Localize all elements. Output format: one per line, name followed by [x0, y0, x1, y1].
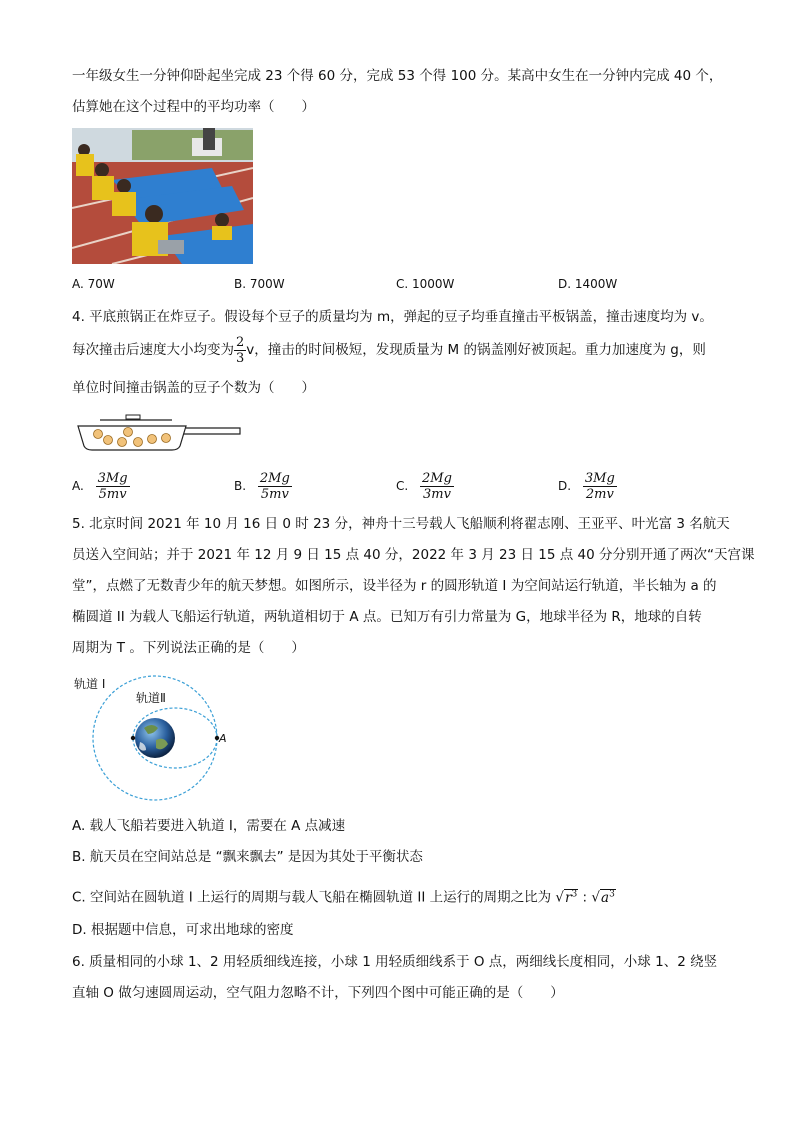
q5-option-c-sqrt-a: $√a^3$: [591, 889, 615, 906]
q5-stem-line5: 周期为 T 。下列说法正确的是（ ）: [72, 640, 305, 656]
q5-option-c[interactable]: [72, 882, 616, 910]
q5-option-c-sqrt-r: $√r^3$: [555, 889, 578, 906]
q4-option-b-num: 2Mg: [259, 471, 290, 486]
q3-option-a[interactable]: A. 70W: [72, 277, 115, 291]
q5-stem-line2: 员送入空间站；并于 2021 年 12 月 9 日 15 点 40 分，2022 年 3 月 23 日 15 点 40 分分别开通了两次“天宫课: [72, 547, 755, 563]
q5-option-a[interactable]: A. 载人飞船若要进入轨道 I，需要在 A 点减速: [72, 818, 346, 834]
q4-option-d[interactable]: [558, 468, 617, 504]
q4-fraction-two-thirds: [234, 335, 246, 366]
q4-stem-line2: [72, 334, 706, 366]
q5-option-b[interactable]: B. 航天员在空间站总是 “飘来飘去” 是因为其处于平衡状态: [72, 849, 423, 865]
frying-pan-figure: [74, 412, 244, 456]
q4-stem-line2-suffix: v，撞击的时间极短，发现质量为 M 的锅盖刚好被顶起。重力加速度为 g，则: [246, 342, 706, 358]
q3-option-b[interactable]: B. 700W: [234, 277, 285, 291]
q4-option-a-den: 5mv: [98, 487, 127, 502]
q5-option-c-a-exp: 3: [609, 889, 615, 899]
q5-stem-line4: 椭圆道 II 为载人飞船运行轨道，两轨道相切于 A 点。已知万有引力常量为 G，地球半径为 R，地球的自转: [72, 609, 702, 625]
q3-option-c[interactable]: C. 1000W: [396, 277, 455, 291]
q5-stem-line3: 堂”，点燃了无数青少年的航天梦想。如图所示，设半径为 r 的圆形轨道 I 为空间站运行轨道，半长轴为 a 的: [72, 578, 717, 594]
q4-option-b-label: B.: [234, 479, 247, 493]
q4-option-c-label: C.: [396, 479, 409, 493]
q4-stem-line1: 4. 平底煎锅正在炸豆子。假设每个豆子的质量均为 m，弹起的豆子均垂直撞击平板锅盖，撞击速度均为 v。: [72, 309, 713, 325]
orbit-diagram: [72, 672, 242, 812]
q5-stem-line1: 5. 北京时间 2021 年 10 月 16 日 0 时 23 分，神舟十三号载人飞船顺利将翟志刚、王亚平、叶光富 3 名航天: [72, 516, 730, 532]
q5-option-c-a: a: [601, 889, 610, 906]
q4-option-d-fraction: [583, 471, 617, 502]
q4-option-b-den: 5mv: [260, 487, 289, 502]
tangent-point-left: [131, 736, 135, 740]
q4-option-c-den: 3mv: [423, 487, 451, 502]
q3-stem-line2: 估算她在这个过程中的平均功率（ ）: [72, 99, 315, 115]
q6-stem-line2: 直轴 O 做匀速圆周运动，空气阻力忽略不计，下列四个图中可能正确的是（ ）: [72, 985, 564, 1001]
q3-option-d[interactable]: D. 1400W: [558, 277, 618, 291]
q4-stem-line2-prefix: 每次撞击后速度大小均变为: [72, 342, 234, 358]
q3-stem-line1: 一年级女生一分钟仰卧起坐完成 23 个得 60 分，完成 53 个得 100 分。某高中女生在一分钟内完成 40 个，: [72, 68, 723, 84]
q5-option-c-r-exp: 3: [571, 889, 578, 899]
q4-option-a-num: 3Mg: [97, 471, 128, 486]
q4-fraction-den: 3: [236, 350, 245, 366]
q4-option-d-den: 2mv: [585, 487, 614, 502]
q4-option-b-fraction: [258, 471, 292, 502]
situp-photo: [72, 128, 253, 264]
q4-fraction-num: 2: [236, 334, 245, 350]
q4-option-a-fraction: [96, 471, 130, 502]
orbit2-label: 轨道Ⅱ: [136, 691, 166, 705]
q4-option-c[interactable]: [396, 468, 454, 504]
q4-option-b[interactable]: [234, 468, 292, 504]
earth-icon: [135, 718, 175, 758]
q5-option-c-r: r: [565, 889, 572, 906]
q6-stem-line1: 6. 质量相同的小球 1、2 用轻质细线连接，小球 1 用轻质细线系于 O 点，两细线长度相同，小球 1、2 绕竖: [72, 954, 718, 970]
q4-option-d-label: D.: [558, 479, 572, 493]
q5-option-d[interactable]: D. 根据题中信息，可求出地球的密度: [72, 922, 294, 938]
point-a-label: A: [219, 732, 227, 745]
q4-option-a-label: A.: [72, 479, 84, 493]
q4-option-c-fraction: [420, 471, 454, 502]
q4-option-a[interactable]: [72, 468, 130, 504]
q4-option-c-num: 2Mg: [422, 471, 452, 486]
q4-stem-line3: 单位时间撞击锅盖的豆子个数为（ ）: [72, 380, 315, 396]
q5-option-c-ratio-sep: :: [582, 889, 588, 906]
q5-option-c-text: C. 空间站在圆轨道 I 上运行的周期与载人飞船在椭圆轨道 II 上运行的周期之比为: [72, 889, 552, 906]
orbit1-label: 轨道 I: [74, 677, 106, 691]
q4-option-d-num: 3Mg: [584, 471, 615, 486]
